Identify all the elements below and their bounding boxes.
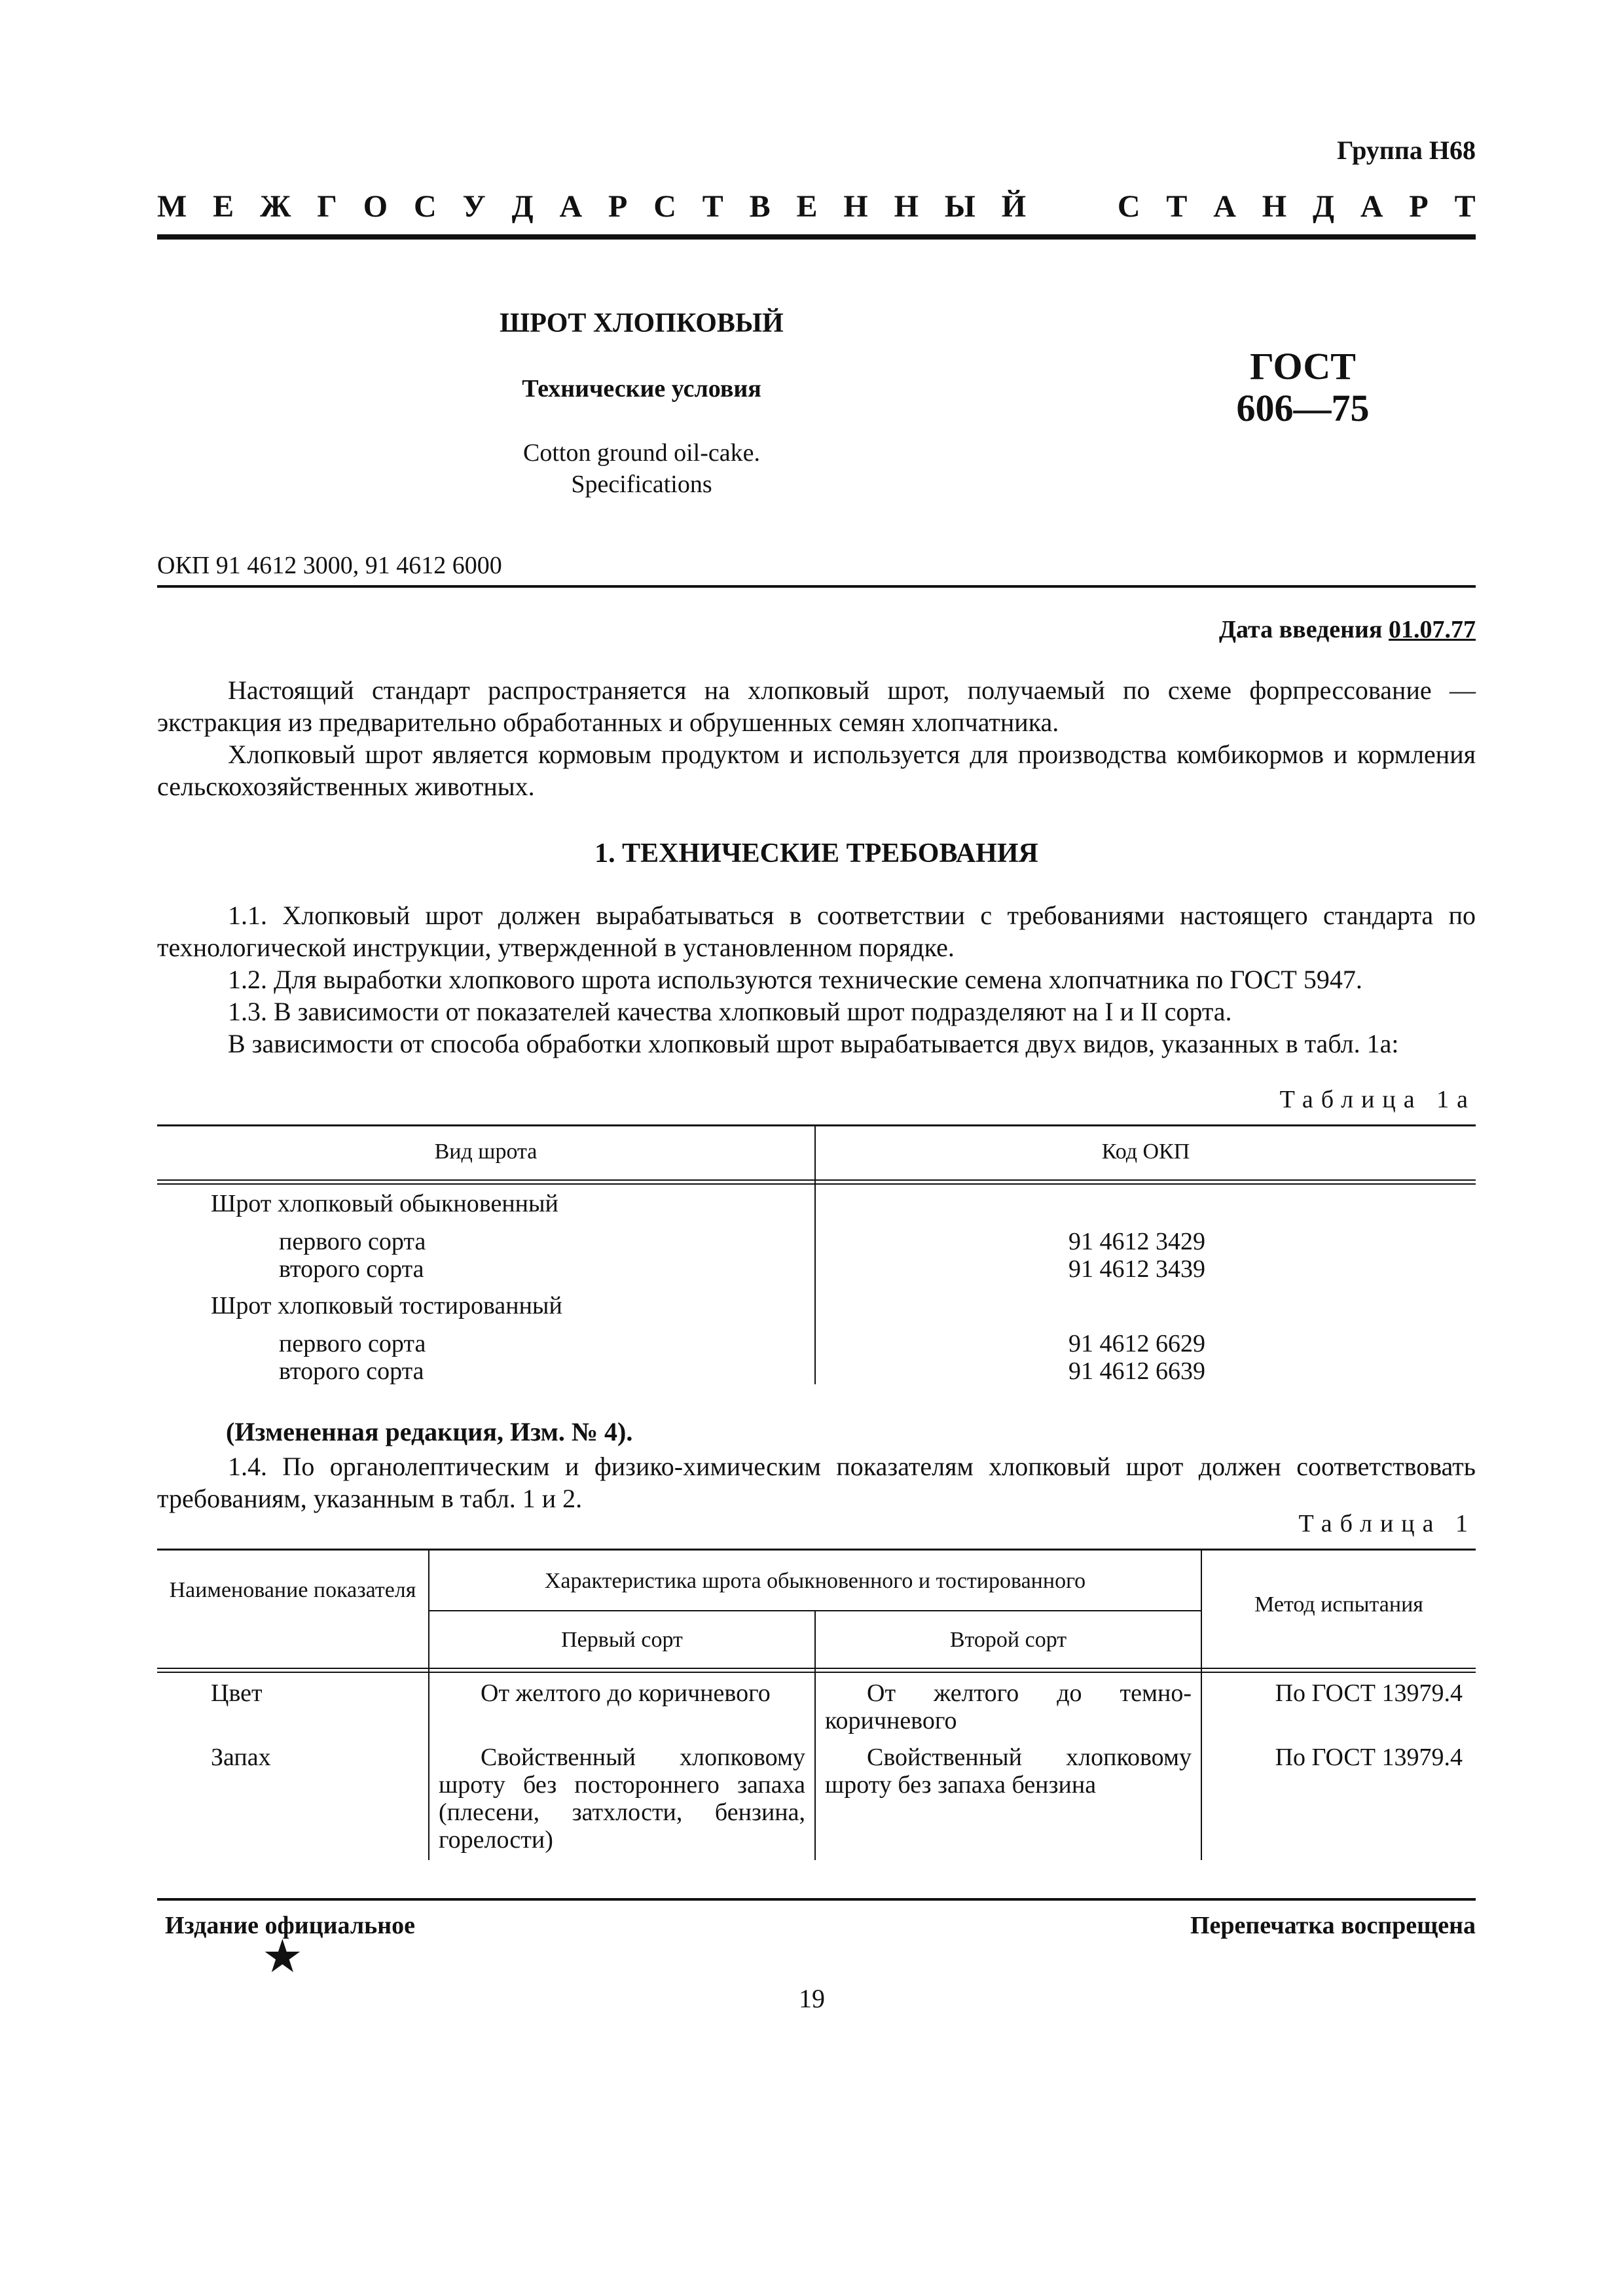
table-1a-top-rule	[157, 1124, 1476, 1126]
english-title-line2: Specifications	[571, 471, 712, 498]
official-edition-label: Издание официальное	[165, 1912, 416, 1939]
heading-word-gap	[1052, 188, 1091, 224]
heading-letter: Д	[1312, 189, 1335, 224]
english-title-line1: Cotton ground oil-cake.	[523, 439, 760, 467]
clause-1-3: 1.3. В зависимости от показателей качества хлопковый шрот подразделяют на I и II сорта.	[228, 997, 1232, 1026]
table-1-row-name: Запах	[211, 1744, 271, 1771]
clause-1-4: 1.4. По органолептическим и физико-химическим показателям хлопковый шрот должен соответствовать требованиям, указанным в табл. 1 и 2.	[157, 1452, 1476, 1513]
clause-1-3-types: В зависимости от способа обработки хлопковый шрот вырабатывается двух видов, указанных в табл. 1а:	[228, 1029, 1399, 1058]
heading-letter: А	[1360, 189, 1383, 224]
table-1-header-second-grade: Второй сорт	[949, 1628, 1067, 1652]
heading-letter: Р	[1409, 189, 1429, 224]
table-1a-header-rule-2	[157, 1183, 1476, 1185]
amendment-note: (Измененная редакция, Изм. № 4).	[226, 1417, 633, 1446]
document-title: ШРОТ ХЛОПКОВЫЙ	[500, 308, 784, 338]
intro-paragraph-1: Настоящий стандарт распространяется на хлопковый шрот, получаемый по схеме форпрессование — экстракция из предварительно обработанных и обрушенных семян хлопчатника.	[157, 675, 1476, 737]
heading-letter: Н	[894, 189, 919, 224]
table-1a-group-toasted: Шрот хлопковый тостированный	[211, 1292, 562, 1319]
star-icon: ★	[262, 1932, 303, 1982]
heading-letter: Н	[1262, 189, 1287, 224]
table-1a-row-label: первого сорта	[279, 1330, 426, 1357]
heading-letter: Н	[843, 189, 868, 224]
table-1-header-rule	[157, 1668, 1476, 1669]
heading-letter: Е	[213, 189, 234, 224]
heading-letter: С	[413, 189, 437, 224]
heading-letter: О	[363, 189, 388, 224]
table-1-header-characteristic: Характеристика шрота обыкновенного и тостированного	[544, 1569, 1086, 1593]
heading-letter: С	[1117, 189, 1140, 224]
table-1a-caption: Таблица 1а	[1279, 1086, 1476, 1113]
table-1-header-method: Метод испытания	[1254, 1592, 1423, 1617]
footer-rule	[157, 1898, 1476, 1901]
heading-letter: Т	[1454, 189, 1476, 224]
date-value: 01.07.77	[1389, 616, 1476, 643]
clause-1-1: 1.1. Хлопковый шрот должен вырабатываться в соответствии с требованиями настоящего стандарта по технологической инструкции, утвержденной в установленном порядке.	[157, 901, 1476, 962]
heading-letter: Й	[1001, 189, 1027, 224]
table-1a-row-code: 91 4612 6629	[1068, 1330, 1205, 1357]
table-1-row-method: По ГОСТ 13979.4	[1275, 1744, 1463, 1771]
table-1a-row-code: 91 4612 6639	[1068, 1357, 1205, 1385]
clause-1-2: 1.2. Для выработки хлопкового шрота используются технические семена хлопчатника по ГОСТ 5947.	[228, 965, 1362, 994]
table-1a-row-code: 91 4612 3429	[1068, 1228, 1205, 1255]
table-1a-row-label: второго сорта	[279, 1357, 424, 1385]
table-1a-header-code: Код ОКП	[1101, 1139, 1190, 1164]
heading-letter: Р	[608, 189, 628, 224]
header-rule	[157, 234, 1476, 240]
section-heading: 1. ТЕХНИЧЕСКИЕ ТРЕБОВАНИЯ	[594, 838, 1038, 869]
table-1a-row-label: второго сорта	[279, 1255, 424, 1283]
intro-paragraph-2: Хлопковый шрот является кормовым продуктом и используется для производства комбикормов и кормления сельскохозяйственных животных.	[157, 740, 1476, 801]
heading-letter: А	[1213, 189, 1236, 224]
table-1-row-method: По ГОСТ 13979.4	[1275, 1679, 1463, 1707]
heading-letter: Г	[317, 189, 337, 224]
table-1a-group-ordinary: Шрот хлопковый обыкновенный	[211, 1190, 558, 1217]
okp-codes: ОКП 91 4612 3000, 91 4612 6000	[157, 552, 502, 579]
table-1a-header-type: Вид шрота	[434, 1139, 538, 1164]
date-label: Дата введения	[1218, 616, 1389, 643]
heading-letter: Ы	[944, 189, 976, 224]
heading-letter: У	[462, 189, 486, 224]
heading-letter: В	[749, 189, 771, 224]
heading-letter: Т	[1166, 189, 1188, 224]
interstate-standard-heading	[157, 188, 1476, 224]
table-1-header-name: Наименование показателя	[169, 1578, 416, 1602]
table-1-row-name: Цвет	[211, 1679, 263, 1707]
heading-letter: А	[559, 189, 583, 224]
table-1a-header-rule	[157, 1179, 1476, 1181]
heading-letter: Е	[796, 189, 818, 224]
okp-rule	[157, 585, 1476, 588]
table-1-subheader-rule	[429, 1610, 1201, 1611]
english-title	[406, 437, 877, 500]
table-1a-row-code: 91 4612 3439	[1068, 1255, 1205, 1283]
table-1-row-second: Свойственный хлопковому шроту без запаха бензина	[825, 1744, 1192, 1799]
heading-letter: Т	[702, 189, 723, 224]
document-subtitle: Технические условия	[522, 375, 761, 403]
table-1-header-rule-2	[157, 1672, 1476, 1673]
group-code: Группа Н68	[1337, 135, 1476, 165]
table-1-row-second: От желтого до темно-коричневого	[825, 1679, 1192, 1734]
table-1-row-first: Свойственный хлопковому шроту без постороннего запаха (плесени, затхлости, бензина, горелости)	[439, 1744, 805, 1854]
heading-letter: М	[157, 189, 187, 224]
table-1-row-first: От желтого до коричневого	[481, 1679, 771, 1707]
gost-number	[1172, 346, 1434, 429]
table-1-caption: Таблица 1	[1298, 1510, 1476, 1537]
reprint-prohibited-label: Перепечатка воспрещена	[1190, 1912, 1476, 1939]
table-1-col-divider-1	[428, 1549, 429, 1860]
table-1a-row-label: первого сорта	[279, 1228, 426, 1255]
table-1-top-rule	[157, 1549, 1476, 1551]
gost-code: 606—75	[1236, 387, 1370, 429]
heading-letter: Д	[511, 189, 534, 224]
heading-letter: С	[653, 189, 676, 224]
gost-label: ГОСТ	[1250, 345, 1356, 387]
page-number: 19	[799, 1984, 825, 2013]
heading-letter: Ж	[260, 189, 291, 224]
introduction-date	[1219, 615, 1476, 644]
table-1-header-first-grade: Первый сорт	[561, 1628, 683, 1652]
